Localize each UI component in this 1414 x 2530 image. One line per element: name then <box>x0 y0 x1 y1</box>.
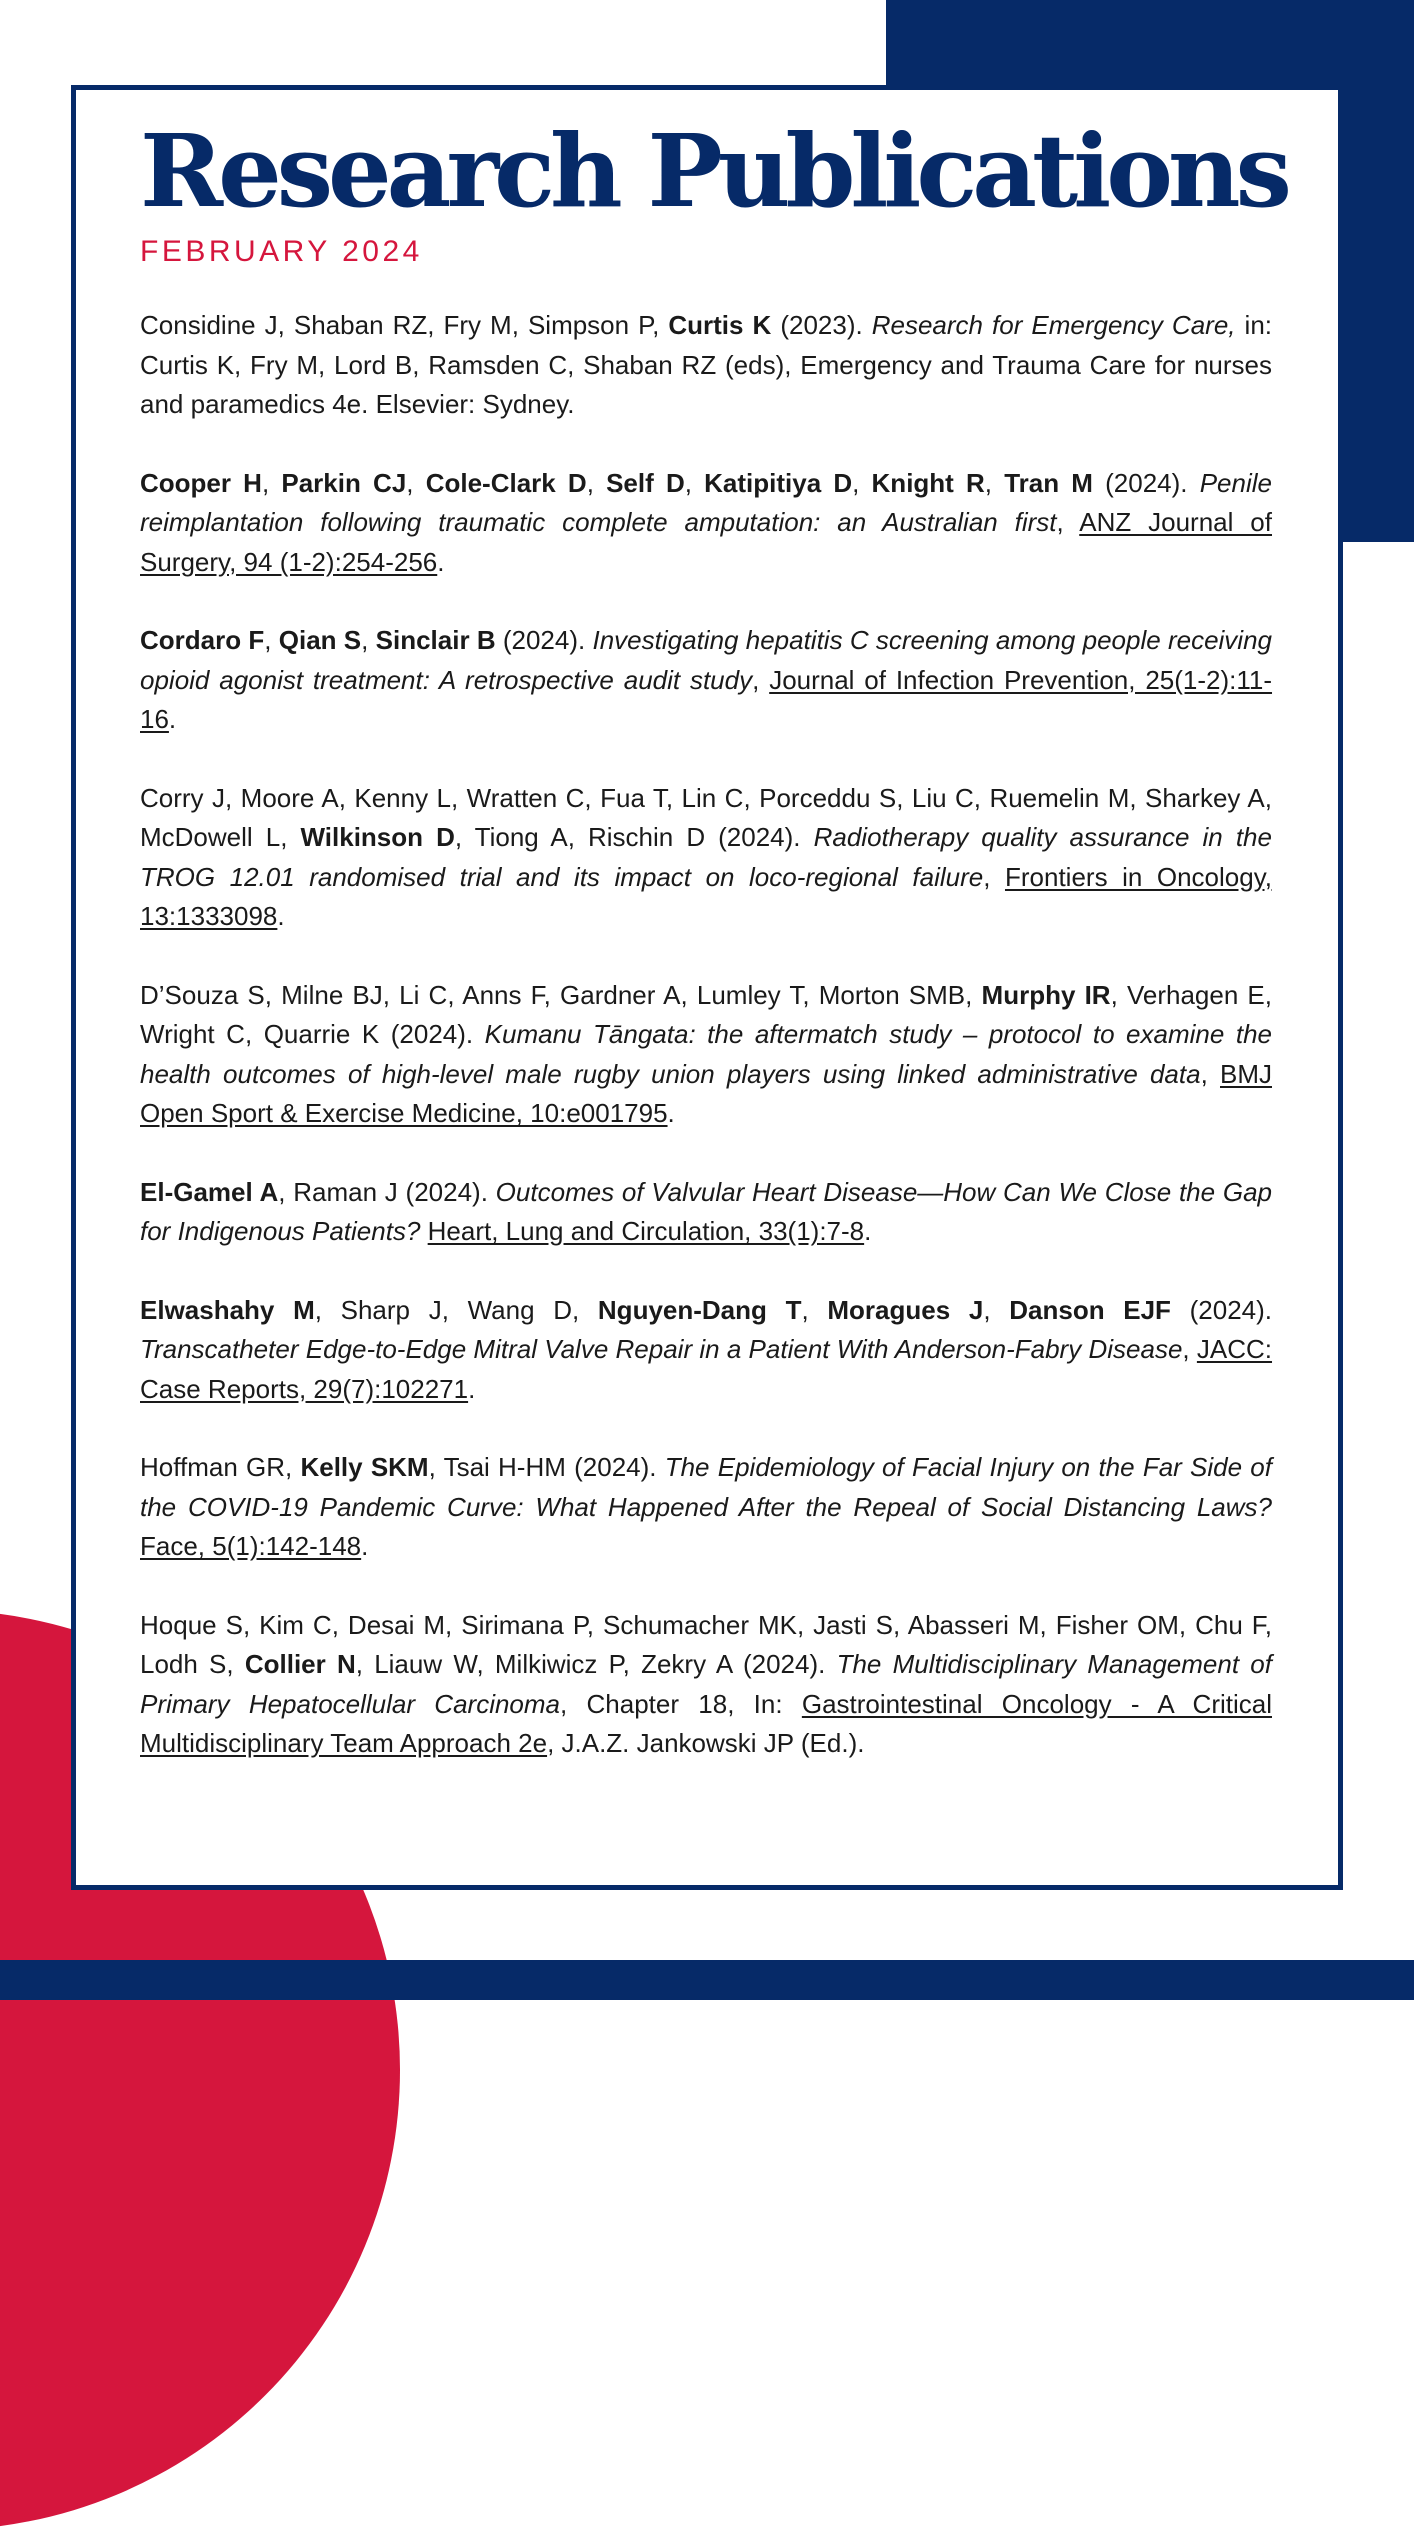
publication-entry <box>140 1173 1272 1252</box>
publication-article-title: The Multidisciplinary Management of Primary Hepatocellular Carcinoma <box>140 1649 1272 1719</box>
page-title: Research Publications <box>140 112 1287 230</box>
publication-article-title: Transcatheter Edge-to-Edge Mitral Valve Repair in a Patient With Anderson-Fabry Disease <box>140 1334 1183 1364</box>
publication-entry <box>140 306 1272 425</box>
publication-text: , <box>983 861 1005 892</box>
publication-journal-link[interactable]: Gastrointestinal Oncology - A Critical Multidisciplinary Team Approach 2e <box>140 1688 1272 1758</box>
publication-journal-link[interactable]: JACC: Case Reports, 29(7):102271 <box>140 1334 1273 1404</box>
publication-highlighted-author: El-Gamel A <box>140 1176 279 1207</box>
publication-highlighted-author: Knight R <box>871 467 985 498</box>
publication-article-title: Penile reimplantation following traumatic complete amputation: an Australian first <box>140 467 1272 537</box>
publication-text: D’Souza S, Milne BJ, Li C, Anns F, Gardner A, Lumley T, Morton SMB, <box>140 979 982 1010</box>
publication-text: , <box>1056 507 1080 537</box>
publication-journal-link[interactable]: Heart, Lung and Circulation, 33(1):7-8 <box>427 1216 865 1246</box>
publication-text: in: Curtis K, Fry M, Lord B, Ramsden C, Shaban RZ (eds), Emergency and Trauma Care for nurses and paramedics 4e. Elsevier: Sydney. <box>140 310 1273 419</box>
publication-highlighted-author: Sinclair B <box>375 625 496 655</box>
publication-text: , Liauw W, Milkiwicz P, Zekry A (2024). <box>355 1649 837 1679</box>
publication-entry <box>140 779 1272 937</box>
publication-text: (2024). <box>1170 1294 1272 1325</box>
publication-text: , Tiong A, Rischin D (2024). <box>454 822 814 852</box>
publication-text: . <box>667 1098 675 1128</box>
publication-text: , <box>1200 1058 1220 1089</box>
publication-highlighted-author: Cordaro F <box>140 625 265 655</box>
publication-journal-link[interactable]: Face, 5(1):142-148 <box>140 1531 362 1561</box>
publication-highlighted-author: Danson EJF <box>1009 1294 1171 1325</box>
publication-text: Hoque S, Kim C, Desai M, Sirimana P, Schumacher MK, Jasti S, Abasseri M, Fisher OM, Chu F, Lodh S, <box>140 1609 1272 1679</box>
publication-highlighted-author: Moragues J <box>827 1294 984 1325</box>
publication-text: , <box>261 467 282 498</box>
publication-entry <box>140 1291 1272 1410</box>
publication-text: , <box>983 1294 1010 1325</box>
publication-text: Corry J, Moore A, Kenny L, Wratten C, Fua T, Lin C, Porceddu S, Liu C, Ruemelin M, Sharkey A, McDowell L, <box>140 782 1272 852</box>
publication-text: , <box>852 467 872 498</box>
publication-text: , <box>264 625 279 655</box>
publication-text: , <box>1182 1334 1197 1364</box>
publication-text: (2023). <box>771 310 872 340</box>
publication-entry <box>140 1448 1272 1567</box>
publication-text: , Tsai H-HM (2024). <box>428 1452 665 1482</box>
publication-text: , <box>984 467 1005 498</box>
publication-article-title: The Epidemiology of Facial Injury on the Far Side of the COVID-19 Pandemic Curve: What Happened After the Repeal of Social Distancing Laws? <box>140 1452 1272 1522</box>
publication-text: . <box>277 901 285 931</box>
publication-journal-link[interactable]: BMJ Open Sport & Exercise Medicine, 10:e001795 <box>140 1058 1272 1128</box>
publication-entry <box>140 976 1272 1134</box>
publication-article-title: Investigating hepatitis C screening among people receiving opioid agonist treatment: A retrospective audit study <box>140 625 1272 695</box>
publication-article-title: Kumanu Tāngata: the aftermatch study – protocol to examine the health outcomes of high-level male rugby union players using linked administrative data <box>140 1019 1272 1089</box>
publication-highlighted-author: Self D <box>606 467 685 498</box>
publication-highlighted-author: Kelly SKM <box>300 1452 429 1482</box>
publication-text: , Verhagen E, Wright C, Quarrie K (2024). <box>140 979 1272 1049</box>
publication-text: Considine J, Shaban RZ, Fry M, Simpson P, <box>140 310 669 340</box>
publication-text: , <box>752 664 770 695</box>
page-content <box>140 108 1287 1803</box>
decorative-navy-footer-bar <box>0 1960 1414 2000</box>
publication-article-title: Outcomes of Valvular Heart Disease—How Can We Close the Gap for Indigenous Patients? <box>140 1176 1272 1246</box>
publication-highlighted-author: Cooper H <box>140 467 262 498</box>
publication-journal-link[interactable]: Journal of Infection Prevention, 25(1-2):11-16 <box>140 664 1273 734</box>
publication-highlighted-author: Elwashahy M <box>140 1294 315 1325</box>
publication-text: , <box>801 1294 828 1325</box>
publication-highlighted-author: Murphy IR <box>981 979 1111 1010</box>
publication-text: . <box>361 1531 369 1561</box>
publication-highlighted-author: Parkin CJ <box>281 467 407 498</box>
publication-highlighted-author: Collier N <box>244 1649 356 1679</box>
publication-text: . <box>168 704 177 734</box>
publication-text: (2024). <box>495 625 593 655</box>
publication-text: , <box>586 467 607 498</box>
publication-highlighted-author: Katipitiya D <box>704 467 853 498</box>
publication-text: . <box>437 546 445 577</box>
publication-journal-link[interactable]: Frontiers in Oncology, 13:1333098 <box>140 861 1272 931</box>
publication-highlighted-author: Nguyen-Dang T <box>597 1294 802 1325</box>
publication-text: , Raman J (2024). <box>278 1176 496 1207</box>
publication-entry <box>140 464 1272 583</box>
publication-article-title: Research for Emergency Care, <box>871 310 1236 340</box>
publication-journal-link[interactable]: ANZ Journal of Surgery, 94 (1-2):254-256 <box>140 507 1272 577</box>
publication-article-title: Radiotherapy quality assurance in the TROG 12.01 randomised trial and its impact on loco-regional failure <box>140 822 1272 892</box>
publication-text: Hoffman GR, <box>140 1452 301 1482</box>
publication-text: , Sharp J, Wang D, <box>314 1294 598 1325</box>
publication-text: , <box>406 467 426 498</box>
page-subtitle-date: FEBRUARY 2024 <box>140 235 423 268</box>
publication-text: , Chapter 18, In: <box>560 1688 802 1719</box>
publication-highlighted-author: Curtis K <box>668 310 772 340</box>
publication-highlighted-author: Wilkinson D <box>300 822 455 852</box>
publication-text: . <box>468 1373 476 1404</box>
publication-highlighted-author: Tran M <box>1004 467 1093 498</box>
publication-entry <box>140 1606 1272 1764</box>
publication-text: , J.A.Z. Jankowski JP (Ed.). <box>547 1728 865 1758</box>
publication-text <box>420 1216 427 1246</box>
publication-highlighted-author: Cole-Clark D <box>425 467 587 498</box>
publication-list <box>140 306 1272 1764</box>
publication-entry <box>140 621 1272 740</box>
publication-text: , <box>361 625 376 655</box>
publication-text: (2024). <box>1092 467 1200 498</box>
publication-highlighted-author: Qian S <box>278 625 362 655</box>
publication-text: . <box>864 1216 872 1246</box>
publication-text: , <box>684 467 705 498</box>
